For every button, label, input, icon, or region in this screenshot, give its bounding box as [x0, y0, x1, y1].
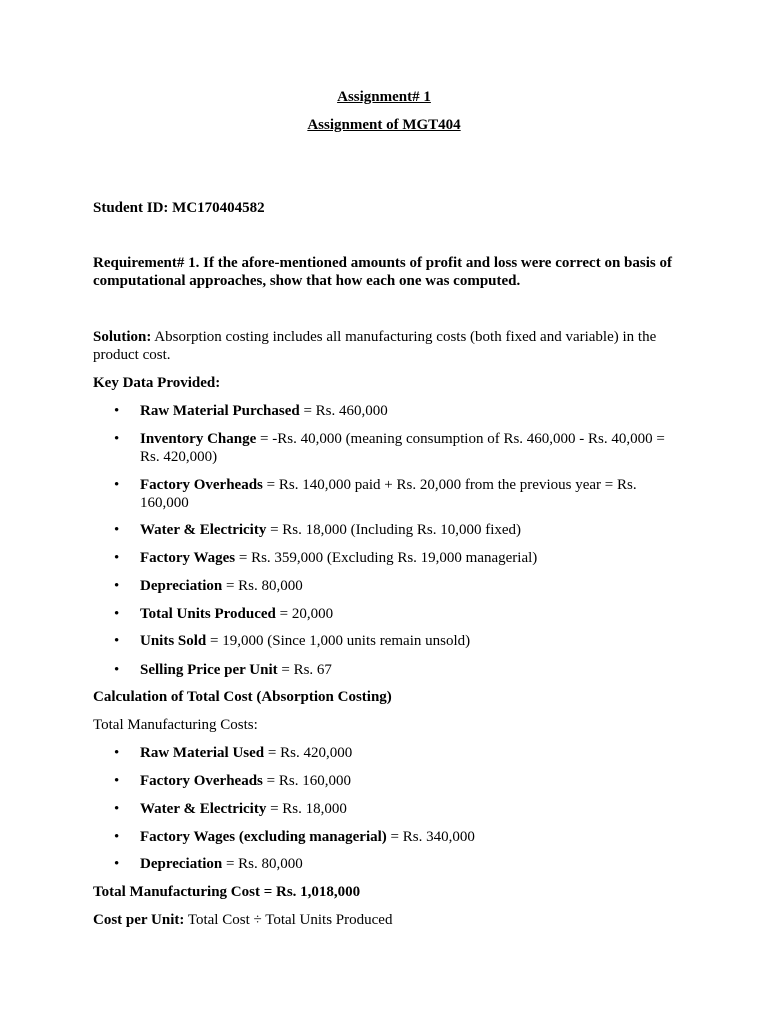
key-data-heading-text: Key Data Provided:	[93, 375, 221, 391]
student-id-text: Student ID: MC170404582	[93, 200, 265, 216]
item-text: = 19,000 (Since 1,000 units remain unsold)	[206, 633, 471, 649]
item-label: Total Units Produced	[140, 606, 276, 622]
item-text: = -Rs. 40,000 (meaning consumption of Rs. 460,000 - Rs. 40,000 = Rs. 420,000)	[140, 431, 665, 465]
item-label: Factory Overheads	[140, 773, 263, 789]
item-label: Water & Electricity	[140, 522, 267, 538]
solution-label: Solution:	[93, 329, 152, 345]
calculation-heading-text: Calculation of Total Cost (Absorption Costing)	[93, 689, 392, 705]
document-title: Assignment# 1	[337, 89, 431, 105]
student-id	[93, 199, 683, 217]
bullet-icon: •	[114, 801, 120, 817]
item-text: = Rs. 18,000	[266, 801, 347, 817]
item-label: Raw Material Purchased	[140, 403, 300, 419]
item-label: Units Sold	[140, 633, 207, 649]
item-label: Depreciation	[140, 856, 223, 872]
total-mfg-cost-text: Total Manufacturing Cost = Rs. 1,018,000	[93, 884, 361, 900]
bullet-icon: •	[114, 856, 120, 872]
item-text: = Rs. 359,000 (Excluding Rs. 19,000 managerial)	[235, 550, 538, 566]
key-data-heading	[93, 374, 683, 392]
bullet-icon: •	[114, 745, 120, 761]
item-text: = Rs. 140,000 paid + Rs. 20,000 from the previous year = Rs. 160,000	[140, 477, 637, 511]
bullet-icon: •	[114, 431, 120, 447]
item-text: = Rs. 460,000	[299, 403, 388, 419]
item-label: Factory Wages	[140, 550, 236, 566]
bullet-icon: •	[114, 403, 120, 419]
bullet-icon: •	[114, 550, 120, 566]
bullet-icon: •	[114, 522, 120, 538]
solution-text: Absorption costing includes all manufacturing costs (both fixed and variable) in the product cost.	[93, 329, 657, 363]
bullet-icon: •	[114, 606, 120, 622]
bullet-icon: •	[114, 633, 120, 649]
item-text: = 20,000	[275, 606, 334, 622]
bullet-icon: •	[114, 477, 120, 493]
item-label: Selling Price per Unit	[140, 662, 278, 678]
item-label: Inventory Change	[140, 431, 257, 447]
item-text: = Rs. 340,000	[386, 829, 475, 845]
item-label: Factory Wages (excluding managerial)	[140, 829, 387, 845]
document-subtitle: Assignment of MGT404	[307, 117, 461, 133]
item-text: = Rs. 18,000 (Including Rs. 10,000 fixed)	[266, 522, 522, 538]
item-text: = Rs. 67	[277, 662, 332, 678]
requirement-text: Requirement# 1. If the afore-mentioned amounts of profit and loss were correct on basis of computational approaches, show that how each one was computed.	[93, 255, 672, 289]
cost-per-unit	[93, 911, 683, 929]
item-text: = Rs. 80,000	[222, 856, 303, 872]
item-label: Water & Electricity	[140, 801, 267, 817]
calculation-heading	[93, 688, 683, 706]
bullet-icon: •	[114, 578, 120, 594]
total-mfg-cost	[93, 883, 683, 901]
bullet-icon: •	[114, 829, 120, 845]
item-text: = Rs. 80,000	[222, 578, 303, 594]
cost-per-unit-label: Cost per Unit:	[93, 912, 185, 928]
item-text: = Rs. 160,000	[262, 773, 351, 789]
cost-per-unit-text: Total Cost ÷ Total Units Produced	[184, 912, 393, 928]
item-label: Raw Material Used	[140, 745, 265, 761]
solution-paragraph	[93, 328, 683, 364]
total-mfg-label: Total Manufacturing Costs:	[93, 717, 258, 733]
item-label: Depreciation	[140, 578, 223, 594]
item-text: = Rs. 420,000	[264, 745, 353, 761]
item-label: Factory Overheads	[140, 477, 263, 493]
bullet-icon: •	[114, 662, 120, 678]
requirement-paragraph	[93, 254, 683, 290]
bullet-icon: •	[114, 773, 120, 789]
